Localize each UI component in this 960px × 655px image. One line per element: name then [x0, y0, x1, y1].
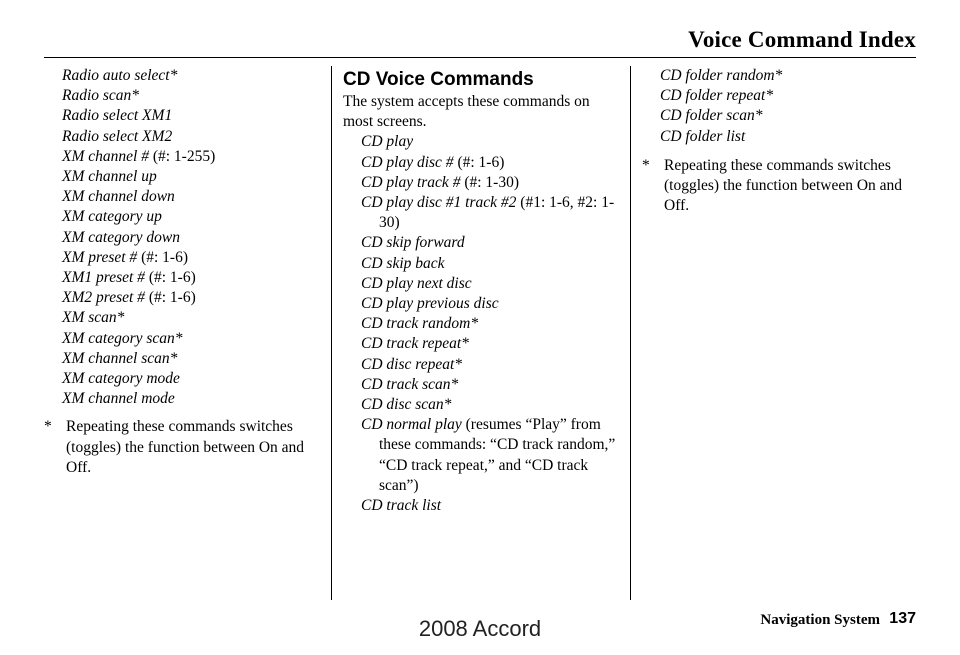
section-heading: CD Voice Commands	[343, 69, 534, 90]
command-item	[642, 86, 920, 106]
command-text: XM category up	[62, 208, 162, 226]
command-item	[642, 66, 920, 86]
command-text: CD play next disc	[361, 274, 472, 292]
command-list	[642, 66, 920, 147]
command-text: XM category scan*	[62, 329, 183, 347]
command-item	[343, 254, 623, 274]
command-text: XM channel up	[62, 168, 157, 186]
command-range: (#: 1-6)	[137, 248, 188, 266]
command-item	[44, 329, 324, 349]
command-item	[44, 389, 324, 409]
command-text: CD folder scan*	[660, 107, 763, 125]
footnote-marker: *	[44, 418, 52, 436]
command-item	[44, 127, 324, 147]
command-item	[343, 375, 623, 395]
command-item	[642, 106, 920, 126]
command-list	[343, 132, 623, 516]
command-text: CD play disc #	[361, 153, 454, 171]
command-text: CD disc repeat*	[361, 355, 463, 373]
command-text: CD play track #	[361, 173, 461, 191]
command-item	[343, 355, 623, 375]
column-radio-commands	[44, 66, 324, 478]
footnote-marker: *	[642, 156, 650, 174]
command-item	[44, 187, 324, 207]
command-text: XM preset #	[62, 248, 138, 266]
command-text: CD track repeat*	[361, 335, 469, 353]
command-list	[44, 66, 324, 409]
command-item	[44, 86, 324, 106]
column-cd-commands	[343, 66, 623, 516]
command-item	[44, 228, 324, 248]
command-item	[44, 369, 324, 389]
command-text: CD skip back	[361, 254, 445, 272]
section-intro: The system accepts these commands on most screens.	[343, 93, 590, 131]
command-item	[44, 66, 324, 86]
command-text: XM channel down	[62, 188, 175, 206]
command-text: CD folder repeat*	[660, 87, 774, 105]
command-item	[44, 106, 324, 126]
command-text: XM1 preset #	[62, 269, 145, 287]
command-item	[343, 233, 623, 253]
command-item	[343, 274, 623, 294]
command-item	[44, 288, 324, 308]
command-text: XM channel #	[62, 147, 149, 165]
command-text: Radio auto select*	[62, 67, 178, 84]
command-text: CD play	[361, 133, 414, 151]
command-item	[343, 334, 623, 354]
column-divider	[630, 66, 631, 600]
header-rule	[44, 57, 916, 58]
command-item	[44, 349, 324, 369]
column-cd-folder-commands	[642, 66, 920, 216]
command-text: Radio select XM2	[62, 127, 173, 145]
command-text: CD track scan*	[361, 375, 459, 393]
command-text: XM channel scan*	[62, 349, 178, 367]
command-range: (#: 1-30)	[460, 173, 519, 191]
command-range: (resumes “Play” from these commands: “CD track random,” “CD track repeat,” and “CD track scan”)	[379, 416, 616, 494]
command-range: (#: 1-6)	[453, 153, 505, 171]
command-text: CD folder list	[660, 127, 746, 145]
command-item	[343, 395, 623, 415]
command-item	[343, 132, 623, 152]
command-text: XM scan*	[62, 309, 125, 327]
command-item	[343, 153, 623, 173]
command-range: (#: 1-255)	[148, 147, 216, 165]
command-text: CD play disc #1 track #2	[361, 194, 517, 212]
command-item	[44, 248, 324, 268]
watermark: 2008 Accord	[418, 616, 542, 641]
command-item	[343, 193, 623, 233]
command-text: CD play previous disc	[361, 295, 499, 313]
page-number: 137	[889, 610, 916, 627]
command-text: Radio scan*	[62, 87, 140, 105]
command-text: XM category mode	[62, 370, 180, 388]
command-range: (#: 1-6)	[144, 289, 196, 307]
command-item	[44, 147, 324, 167]
command-text: CD normal play	[361, 416, 462, 434]
command-item	[44, 308, 324, 328]
command-text: CD disc scan*	[361, 396, 452, 414]
command-item	[44, 207, 324, 227]
footnote-text: Repeating these commands switches (toggles) the function between On and Off.	[664, 156, 903, 215]
page-title: Voice Command Index	[688, 27, 916, 52]
command-text: Radio select XM1	[62, 107, 173, 125]
command-range: (#1: 1-6, #2: 1-30)	[379, 194, 615, 232]
column-divider	[331, 66, 332, 600]
footnote-text: Repeating these commands switches (toggles) the function between On and Off.	[66, 418, 305, 476]
toggle-footnote	[44, 417, 324, 478]
command-text: XM2 preset #	[62, 289, 145, 307]
command-item	[343, 294, 623, 314]
command-text: CD skip forward	[361, 234, 465, 252]
command-item	[44, 167, 324, 187]
command-item	[343, 415, 623, 496]
command-item	[343, 173, 623, 193]
command-text: CD track random*	[361, 315, 479, 333]
command-text: XM category down	[62, 228, 180, 246]
command-item	[343, 314, 623, 334]
command-text: CD track list	[361, 497, 442, 515]
command-text: XM channel mode	[62, 390, 175, 408]
command-item	[642, 127, 920, 147]
command-item	[343, 496, 623, 516]
footer-label: Navigation System	[760, 612, 880, 628]
command-item	[44, 268, 324, 288]
command-text: CD folder random*	[660, 67, 783, 84]
toggle-footnote	[642, 156, 920, 217]
command-range: (#: 1-6)	[144, 269, 196, 287]
